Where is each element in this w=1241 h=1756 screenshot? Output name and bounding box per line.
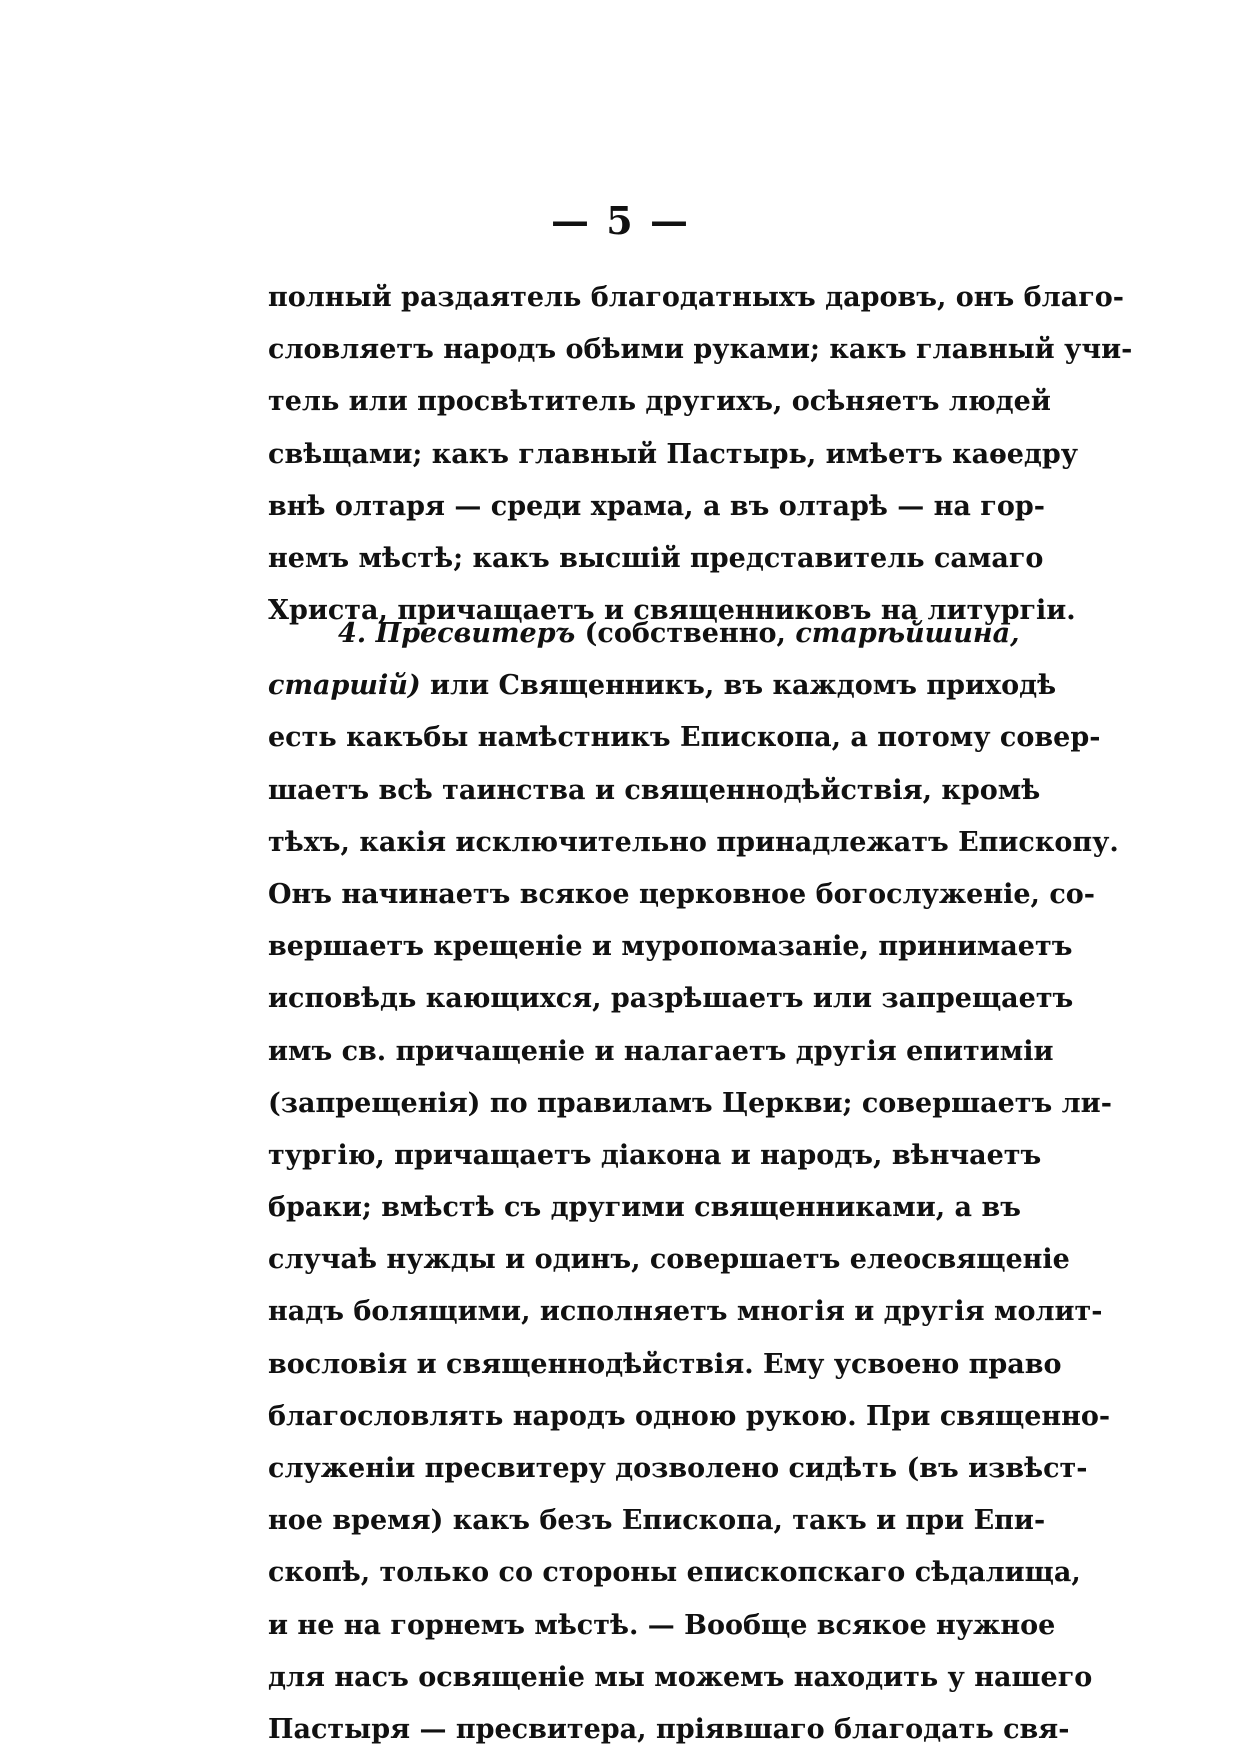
section-heading-line bbox=[268, 608, 1020, 660]
text-line: ное время) какъ безъ Епископа, такъ и при Епи- bbox=[268, 1505, 1046, 1537]
text-line: Онъ начинаетъ всякое церковное богослуженіе, со- bbox=[268, 878, 1095, 910]
text-line: тургію, причащаетъ діакона и народъ, вѣнчаетъ bbox=[268, 1139, 1042, 1171]
text-line: есть какъбы намѣстникъ Епископа, а потому совер- bbox=[268, 722, 1101, 754]
term-gloss: старѣйшина, bbox=[795, 618, 1020, 649]
text-line: вословія и священнодѣйствія. Ему усвоено право bbox=[268, 1348, 1062, 1380]
section-number: 4. bbox=[338, 618, 367, 649]
paragraph-bishop-duties bbox=[268, 272, 1133, 637]
text-line: Пастыря — пресвитера, пріявшаго благодать свя- bbox=[268, 1713, 1070, 1745]
text-line: полный раздаятель благодатныхъ даровъ, онъ благо- bbox=[268, 282, 1124, 313]
text-line: Христа, причащаетъ и священниковъ на литургіи. bbox=[268, 595, 1076, 627]
term-gloss-open: (собственно, bbox=[584, 618, 786, 649]
text-line: для насъ освященіе мы можемъ находить у нашего bbox=[268, 1661, 1093, 1693]
text-line: свѣщами; какъ главный Пастырь, имѣетъ каѳедру bbox=[268, 438, 1079, 470]
text-line: шаетъ всѣ таинства и священнодѣйствія, кромѣ bbox=[268, 774, 1041, 806]
text-line: скопѣ, только со стороны епископскаго сѣдалища, bbox=[268, 1557, 1081, 1589]
text-line: браки; вмѣстѣ съ другими священниками, а въ bbox=[268, 1192, 1021, 1224]
section-term: Пресвитеръ bbox=[375, 618, 576, 649]
text-line: внѣ олтаря — среди храма, а въ олтарѣ — на гор- bbox=[268, 490, 1045, 522]
text-line: немъ мѣстѣ; какъ высшій представитель самаго bbox=[268, 542, 1044, 574]
text-line: имъ св. причащеніе и налагаетъ другія епитиміи bbox=[268, 1035, 1054, 1067]
text-line: исповѣдь кающихся, разрѣшаетъ или запрещаетъ bbox=[268, 983, 1074, 1015]
text-segment: или Священникъ, въ каждомъ приходѣ bbox=[430, 670, 1057, 702]
text-line: тѣхъ, какія исключительно принадлежатъ Епископу. bbox=[268, 826, 1119, 858]
text-line: благословлять народъ одною рукою. При священно- bbox=[268, 1400, 1111, 1432]
text-line: вершаетъ крещеніе и муропомазаніе, принимаетъ bbox=[268, 931, 1073, 963]
text-line: служеніи пресвитеру дозволено сидѣть (въ извѣст- bbox=[268, 1453, 1088, 1484]
page-number: — 5 — bbox=[551, 198, 690, 243]
paragraph-presbyter bbox=[268, 608, 1119, 1756]
text-line: случаѣ нужды и одинъ, совершаетъ елеосвященіе bbox=[268, 1244, 1070, 1276]
text-line: тель или просвѣтитель другихъ, осѣняетъ людей bbox=[268, 386, 1051, 418]
text-line: и не на горнемъ мѣстѣ. — Вообще всякое нужное bbox=[268, 1609, 1056, 1641]
text-line bbox=[268, 660, 1057, 712]
text-line: надъ болящими, исполняетъ многія и другія молит- bbox=[268, 1296, 1103, 1328]
text-line: (запрещенія) по правиламъ Церкви; совершаетъ ли- bbox=[268, 1087, 1112, 1119]
term-gloss: старшій) bbox=[268, 670, 421, 702]
text-line: словляетъ народъ обѣими руками; какъ главный учи- bbox=[268, 334, 1133, 366]
